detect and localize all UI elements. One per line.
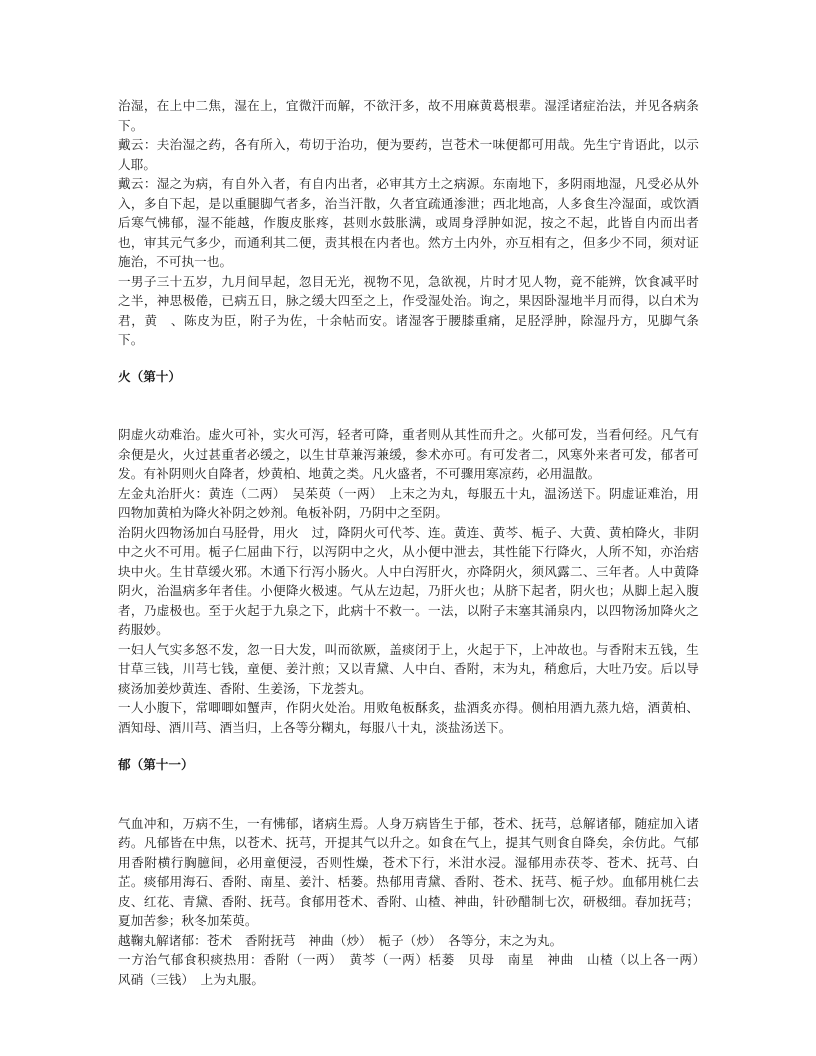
paragraph: 阴虚火动难治。虚火可补，实火可泻，轻者可降，重者则从其性而升之。火郁可发，当看何经。凡气有余便是火，火过甚重者必缓之，以生甘草兼泻兼缓，参术亦可。有可发者二，风寒外来者可发，郁者可发。有补阴则火自降者，炒黄柏、地黄之类。凡火盛者，不可骤用寒凉药，必用温散。 xyxy=(118,427,699,481)
paragraph: 一妇人气实多怒不发，忽一日大发，叫而欲厥，盖痰闭于上，火起于下，上冲故也。与香附末五钱，生甘草三钱，川芎七钱，童便、姜汁煎；又以青黛、人中白、香附，末为丸，稍愈后，大吐乃安。后以导痰汤加姜炒黄连、香附、生姜汤，下龙荟丸。 xyxy=(118,641,699,696)
paragraph: 气血冲和，万病不生，一有怫郁，诸病生焉。人身万病皆生于郁，苍术、抚芎，总解诸郁，随症加入诸药。凡郁皆在中焦，以苍术、抚芎，开提其气以升之。如食在气上，提其气则食自降矣，余仿此。气郁用香附横行胸臆间，必用童便浸，否则性燥，苍术下行，米泔水浸。湿郁用赤茯苓、苍术、抚芎、白芷。痰郁用海石、香附、南星、姜汁、栝蒌。热郁用青黛、香附、苍术、抚芎、栀子炒。血郁用桃仁去皮、红花、青黛、香附、抚芎。食郁用苍术、香附、山楂、神曲，针砂醋制七次，研极细。春加抚芎；夏加苦参；秋冬加茱萸。 xyxy=(118,815,699,928)
section-yu xyxy=(118,814,712,990)
paragraph: 戴云：夫治湿之药，各有所入，苟切于治功，便为要药，岂苍术一味便都可用哉。先生宁肯语此，以示人耶。 xyxy=(118,137,699,172)
paragraph: 治阴火四物汤加白马胫骨，用火 过，降阴火可代芩、连。黄连、黄芩、栀子、大黄、黄柏降火，非阴中之火不可用。栀子仁屈曲下行，以泻阴中之火，从小便中泄去，其性能下行降火，人所不知，亦治痞块中火。生甘草缓火邪。木通下行泻小肠火。人中白泻肝火，亦降阴火，须风露二、三年者。人中黄降阴火，治温病多年者佳。小便降火极速。气从左边起，乃肝火也；从脐下起者，阴火也；从脚上起入腹者，乃虚极也。至于火起于九泉之下，此病十不救一。一法，以附子末塞其涌泉内，以四物汤加降火之药服妙。 xyxy=(118,524,699,637)
section-damp xyxy=(118,96,699,350)
paragraph: 戴云：湿之为病，有自外入者，有自内出者，必审其方土之病源。东南地下，多阴雨地湿，凡受必从外入，多自下起，是以重腿脚气者多，治当汗散，久者宜疏通渗泄；西北地高，人多食生冷湿面，或饮酒后寒气怫郁，湿不能越，作腹皮胀疼，甚则水鼓胀满，或周身浮肿如泥，按之不起，此皆自内而出者也，审其元气多少，而通利其二便，责其根在内者也。然方土内外，亦互相有之，但多少不同，须对证施治，不可执一也。 xyxy=(118,176,699,269)
paragraph: 左金丸治肝火：黄连（二两） 吴茱萸（一两） 上末之为丸，每服五十丸，温汤送下。阴虚证难治，用四物加黄柏为降火补阴之妙剂。龟板补阴，乃阴中之至阴。 xyxy=(118,485,699,520)
document-page xyxy=(118,96,712,989)
section-fire xyxy=(118,425,699,737)
section-heading-fire: 火（第十） xyxy=(118,368,181,384)
paragraph: 一方治气郁食积痰热用：香附（一两） 黄芩（一两）栝蒌 贝母 南星 神曲 山楂（以上各一两） 风硝（三钱） 上为丸服。 xyxy=(118,952,712,987)
paragraph: 越鞠丸解诸郁：苍术 香附抚芎 神曲（炒） 栀子（炒） 各等分，末之为丸。 xyxy=(118,932,563,948)
paragraph: 一人小腹下，常唧唧如蟹声，作阴火处治。用败龟板酥炙，盐酒炙亦得。侧柏用酒九蒸九焙，酒黄柏、酒知母、酒川芎、酒当归，上各等分糊丸，每服八十丸，淡盐汤送下。 xyxy=(118,700,699,735)
section-heading-yu: 郁（第十一） xyxy=(118,757,194,772)
paragraph: 治湿，在上中二焦，湿在上，宜微汗而解，不欲汗多，故不用麻黄葛根辈。湿淫诸症治法，并见各病条下。 xyxy=(118,98,699,133)
paragraph: 一男子三十五岁，九月间早起，忽目无光，视物不见，急欲视，片时才见人物，竟不能辨，饮食减平时之半，神思极倦，已病五日，脉之缓大四至之上，作受湿处治。询之，果因卧湿地半月而得，以白术为君，黄 、陈皮为臣，附子为佐，十余帖而安。诸湿客于腰膝重痛，足胫浮肿，除湿丹方，见脚气条下。 xyxy=(118,273,699,347)
